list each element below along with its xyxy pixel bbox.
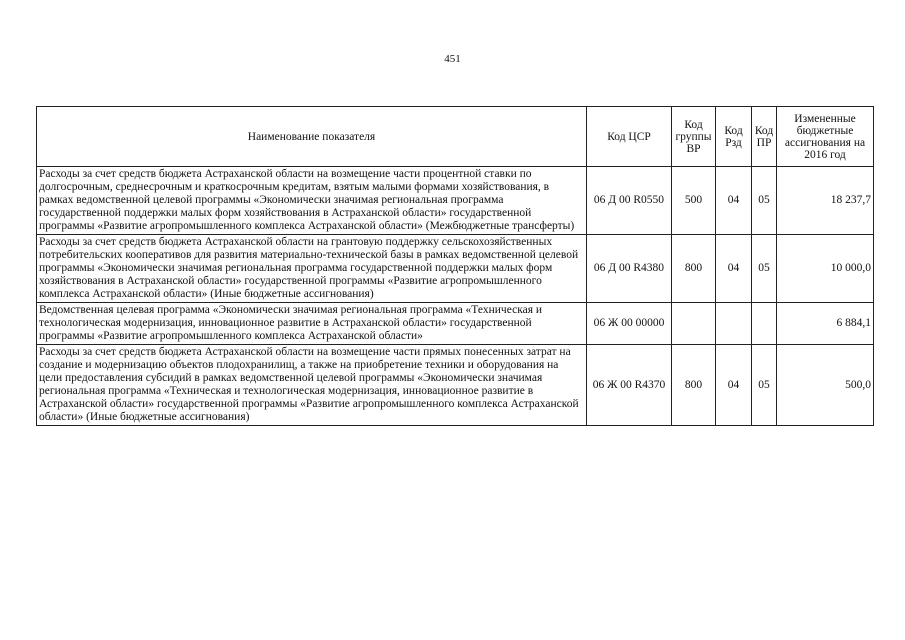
- row-name: Расходы за счет средств бюджета Астраханской области на грантовую поддержку сельскохозяйственных потребительских кооперативов для развития материально-технической базы в рамках ведомственной целевой программы «Экономически значимая региональная программа государственной поддержки малых форм хозяйствования в Астраханской области» государственной программы «Развитие агропромышленного комплекса Астраханской области» (Иные бюджетные ассигнования): [37, 235, 587, 303]
- row-code-vr: [672, 303, 716, 345]
- row-amount: 18 237,7: [777, 167, 874, 235]
- header-amount: Измененные бюджетные ассигнования на 2016 год: [777, 107, 874, 167]
- row-amount: 10 000,0: [777, 235, 874, 303]
- row-name: Расходы за счет средств бюджета Астраханской области на возмещение части процентной ставки по долгосрочным, среднесрочным и краткосрочным кредитам, взятым малыми формами хозяйствования, в рамках ведомственной целевой программы «Экономически значимая региональная программа государственной поддержки малых форм хозяйствования в Астраханской области» государственной программы «Развитие агропромышленного комплекса Астраханской области» (Межбюджетные трансферты): [37, 167, 587, 235]
- table-row: [37, 345, 874, 426]
- row-code-csr: 06 Д 00 R0550: [587, 167, 672, 235]
- table-header-row: [37, 107, 874, 167]
- row-rzd: 04: [716, 235, 752, 303]
- header-code-vr: Код группы ВР: [672, 107, 716, 167]
- row-code-vr: 500: [672, 167, 716, 235]
- row-pr: 05: [752, 235, 777, 303]
- table-row: [37, 235, 874, 303]
- row-pr: [752, 303, 777, 345]
- header-pr: Код ПР: [752, 107, 777, 167]
- row-name: Ведомственная целевая программа «Экономически значимая региональная программа «Техническая и технологическая модернизация, инновационное развитие в Астраханской области» государственной программы «Развитие агропромышленного комплекса Астраханской области»: [37, 303, 587, 345]
- header-code-csr: Код ЦСР: [587, 107, 672, 167]
- table-row: [37, 167, 874, 235]
- row-rzd: [716, 303, 752, 345]
- row-rzd: 04: [716, 345, 752, 426]
- budget-table: [36, 106, 874, 426]
- row-rzd: 04: [716, 167, 752, 235]
- header-name: Наименование показателя: [37, 107, 587, 167]
- table-row: [37, 303, 874, 345]
- row-name: Расходы за счет средств бюджета Астраханской области на возмещение части прямых понесенных затрат на создание и модернизацию объектов плодохранилищ, а также на приобретение техники и оборудования на цели предоставления субсидий в рамках ведомственной целевой программы «Экономически значимая региональная программа «Техническая и технологическая модернизация, инновационное развитие в Астраханской области» государственной программы «Развитие агропромышленного комплекса Астраханской области» (Иные бюджетные ассигнования): [37, 345, 587, 426]
- row-pr: 05: [752, 345, 777, 426]
- row-code-vr: 800: [672, 345, 716, 426]
- row-code-vr: 800: [672, 235, 716, 303]
- row-amount: 500,0: [777, 345, 874, 426]
- row-code-csr: 06 Ж 00 00000: [587, 303, 672, 345]
- row-code-csr: 06 Д 00 R4380: [587, 235, 672, 303]
- page-number: 451: [444, 53, 461, 65]
- header-rzd: Код Рзд: [716, 107, 752, 167]
- row-amount: 6 884,1: [777, 303, 874, 345]
- row-pr: 05: [752, 167, 777, 235]
- row-code-csr: 06 Ж 00 R4370: [587, 345, 672, 426]
